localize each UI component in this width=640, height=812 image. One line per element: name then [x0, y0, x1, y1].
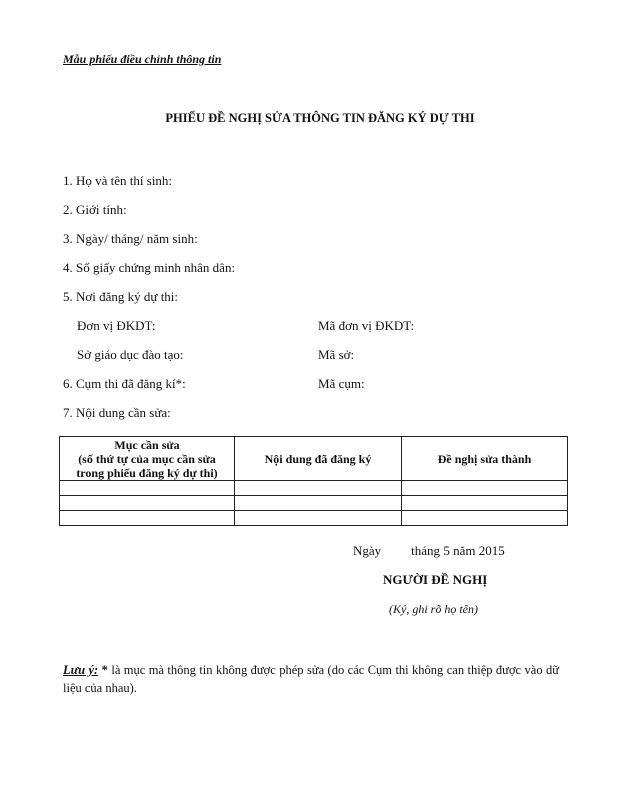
field-exam-cluster: 6. Cụm thi đã đăng kí*:	[63, 376, 186, 391]
table-row	[60, 481, 568, 496]
field-registration-unit: Đơn vị ĐKDT:	[77, 318, 156, 333]
requester-title: NGƯỜI ĐỀ NGHỊ	[383, 572, 488, 587]
date-month-label: tháng	[411, 543, 441, 558]
field-registration-unit-code: Mã đơn vị ĐKDT:	[318, 318, 415, 333]
table-cell[interactable]	[60, 496, 235, 511]
date-year-label: năm 2015	[453, 543, 505, 558]
field-gender: 2. Giới tính:	[63, 202, 127, 217]
table-row	[60, 511, 568, 526]
field-department-code: Mã sở:	[318, 347, 355, 362]
footnote-star: *	[101, 663, 108, 677]
footnote	[63, 661, 559, 697]
table-cell[interactable]	[60, 481, 235, 496]
header-registered-content: Nội dung đã đăng ký	[235, 437, 402, 481]
form-title: PHIẾU ĐỀ NGHỊ SỬA THÔNG TIN ĐĂNG KÝ DỰ THI	[165, 111, 475, 125]
footnote-label: Lưu ý:	[63, 663, 99, 677]
header-requested-change: Đề nghị sửa thành	[402, 437, 568, 481]
footnote-text: là mục mà thông tin không được phép sửa (do các Cụm thi không can thiệp được vào dữ liệu của nhau).	[63, 663, 560, 695]
field-education-department: Sở giáo dục đào tạo:	[77, 347, 184, 362]
signature-date	[353, 543, 505, 559]
table-cell[interactable]	[402, 511, 568, 526]
header-item-line-1: Mục cần sửa	[114, 437, 180, 452]
field-content-to-edit: 7. Nội dung cần sửa:	[63, 405, 171, 420]
date-day-label: Ngày	[353, 543, 382, 558]
table-header-row	[60, 437, 568, 481]
table-cell[interactable]	[402, 496, 568, 511]
form-code-label: Mẫu phiếu điều chỉnh thông tin	[63, 52, 222, 66]
table-cell[interactable]	[60, 511, 235, 526]
field-full-name: 1. Họ và tên thí sinh:	[63, 173, 173, 188]
table-cell[interactable]	[235, 496, 402, 511]
header-item-line-2: (số thứ tự của mục cần sửa	[78, 451, 216, 466]
edit-request-table	[59, 436, 568, 526]
table-row	[60, 496, 568, 511]
field-cluster-code: Mã cụm:	[318, 376, 365, 391]
field-registration-place: 5. Nơi đăng ký dự thi:	[63, 289, 179, 304]
field-id-number: 4. Số giấy chứng minh nhân dân:	[63, 260, 236, 275]
signature-instruction: (Ký, ghi rõ họ tên)	[389, 602, 478, 616]
field-date-of-birth: 3. Ngày/ tháng/ năm sinh:	[63, 231, 198, 246]
table-cell[interactable]	[235, 511, 402, 526]
header-item-line-3: trong phiếu đăng ký dự thi)	[76, 465, 218, 480]
table-cell[interactable]	[235, 481, 402, 496]
header-item-to-edit	[60, 437, 235, 481]
table-cell[interactable]	[402, 481, 568, 496]
date-month-value: 5	[443, 543, 450, 558]
